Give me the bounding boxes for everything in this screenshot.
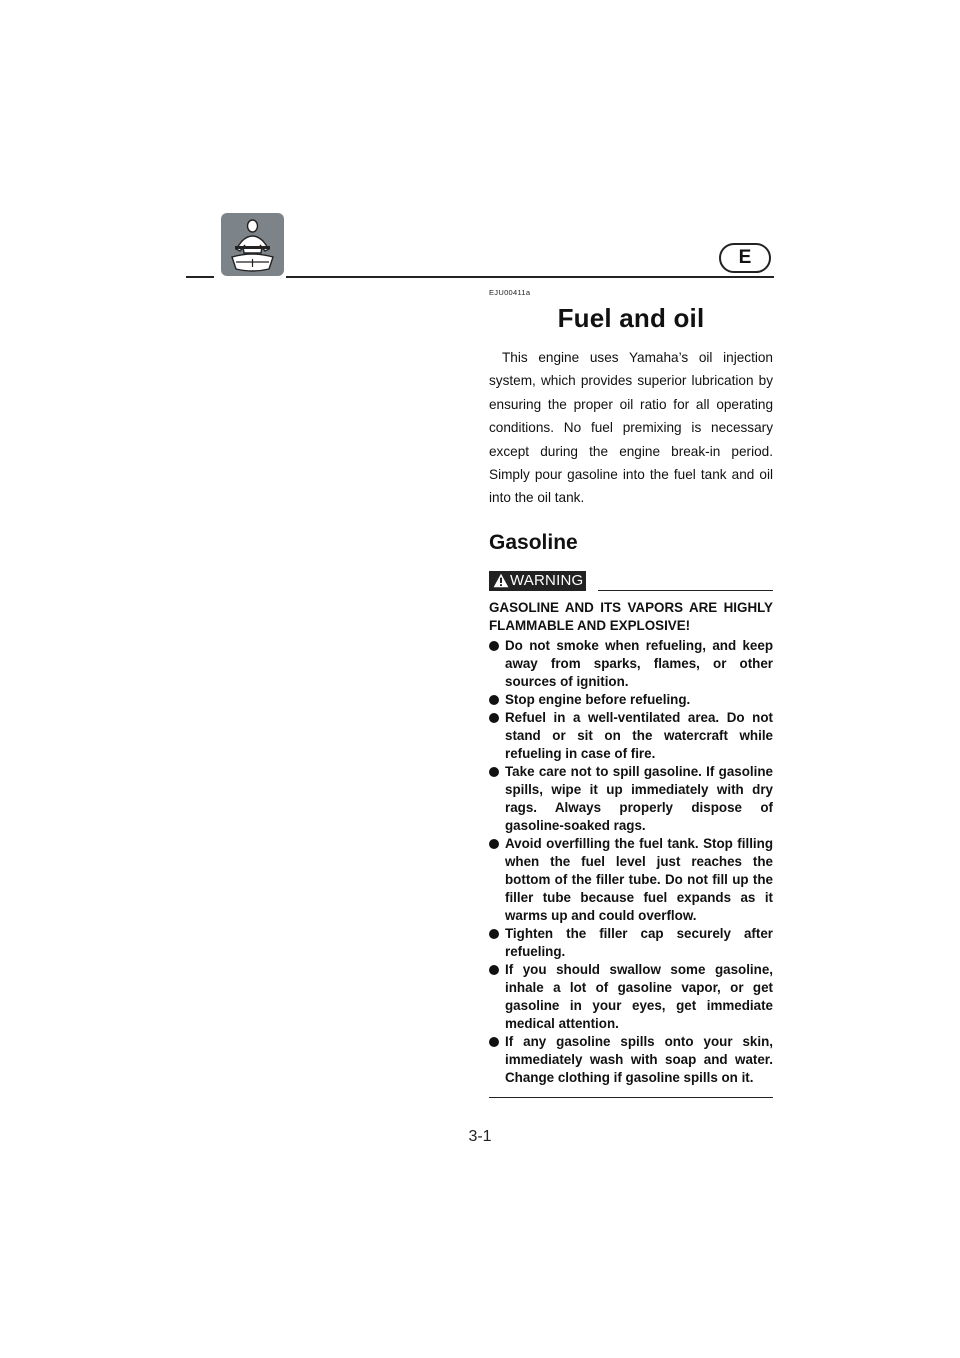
bullet-icon <box>489 965 499 975</box>
bullet-icon <box>489 641 499 651</box>
page-number: 3-1 <box>468 1128 492 1145</box>
bullet-icon <box>489 839 499 849</box>
warning-header <box>489 569 773 591</box>
section-heading-gasoline: Gasoline <box>489 530 578 554</box>
warning-end-rule <box>489 1097 773 1098</box>
list-item: Avoid overfilling the fuel tank. Stop filling when the fuel level just reaches the bottom of the filler tube. Do not fill up the filler tube because fuel expands as it warms up and could overflow. <box>489 835 773 925</box>
list-item: If any gasoline spills onto your skin, immediately wash with soap and water. Change clothing if gasoline spills on it. <box>489 1033 773 1087</box>
bullet-icon <box>489 695 499 705</box>
header-rule-left <box>186 276 214 278</box>
header-rule-right <box>286 276 774 278</box>
list-item: Do not smoke when refueling, and keep away from sparks, flames, or other sources of ignition. <box>489 637 773 691</box>
page-title: Fuel and oil <box>557 303 705 333</box>
intro-paragraph: This engine uses Yamaha’s oil injection system, which provides superior lubrication by ensuring the proper oil ratio for all operating conditions. No fuel premixing is necessary except during the engine break-in period. Simply pour gasoline into the fuel tank and oil into the oil tank. <box>489 350 773 506</box>
warning-triangle-icon <box>493 573 509 588</box>
warning-rule <box>598 590 773 591</box>
warning-headline: GASOLINE AND ITS VAPORS ARE HIGHLY FLAMMABLE AND EXPLOSIVE! <box>489 599 773 633</box>
language-badge: E <box>719 243 771 273</box>
watercraft-rider-icon <box>221 213 284 276</box>
bullet-icon <box>489 767 499 777</box>
list-item: Take care not to spill gasoline. If gasoline spills, wipe it up immediately with dry rags. Always properly dispose of gasoline-soaked rags. <box>489 763 773 835</box>
main-content <box>489 288 773 1098</box>
bullet-icon <box>489 713 499 723</box>
list-item: Tighten the filler cap securely after refueling. <box>489 925 773 961</box>
list-item: Refuel in a well-ventilated area. Do not stand or sit on the watercraft while refueling in case of fire. <box>489 709 773 763</box>
warning-label <box>489 571 586 591</box>
bullet-icon <box>489 1037 499 1047</box>
bullet-icon <box>489 929 499 939</box>
warning-list <box>489 637 773 1087</box>
warning-label-text: WARNING <box>510 571 584 589</box>
section-code: EJU00411a <box>489 288 531 297</box>
list-item: If you should swallow some gasoline, inhale a lot of gasoline vapor, or get gasoline in your eyes, get immediate medical attention. <box>489 961 773 1033</box>
list-item: Stop engine before refueling. <box>489 691 773 709</box>
